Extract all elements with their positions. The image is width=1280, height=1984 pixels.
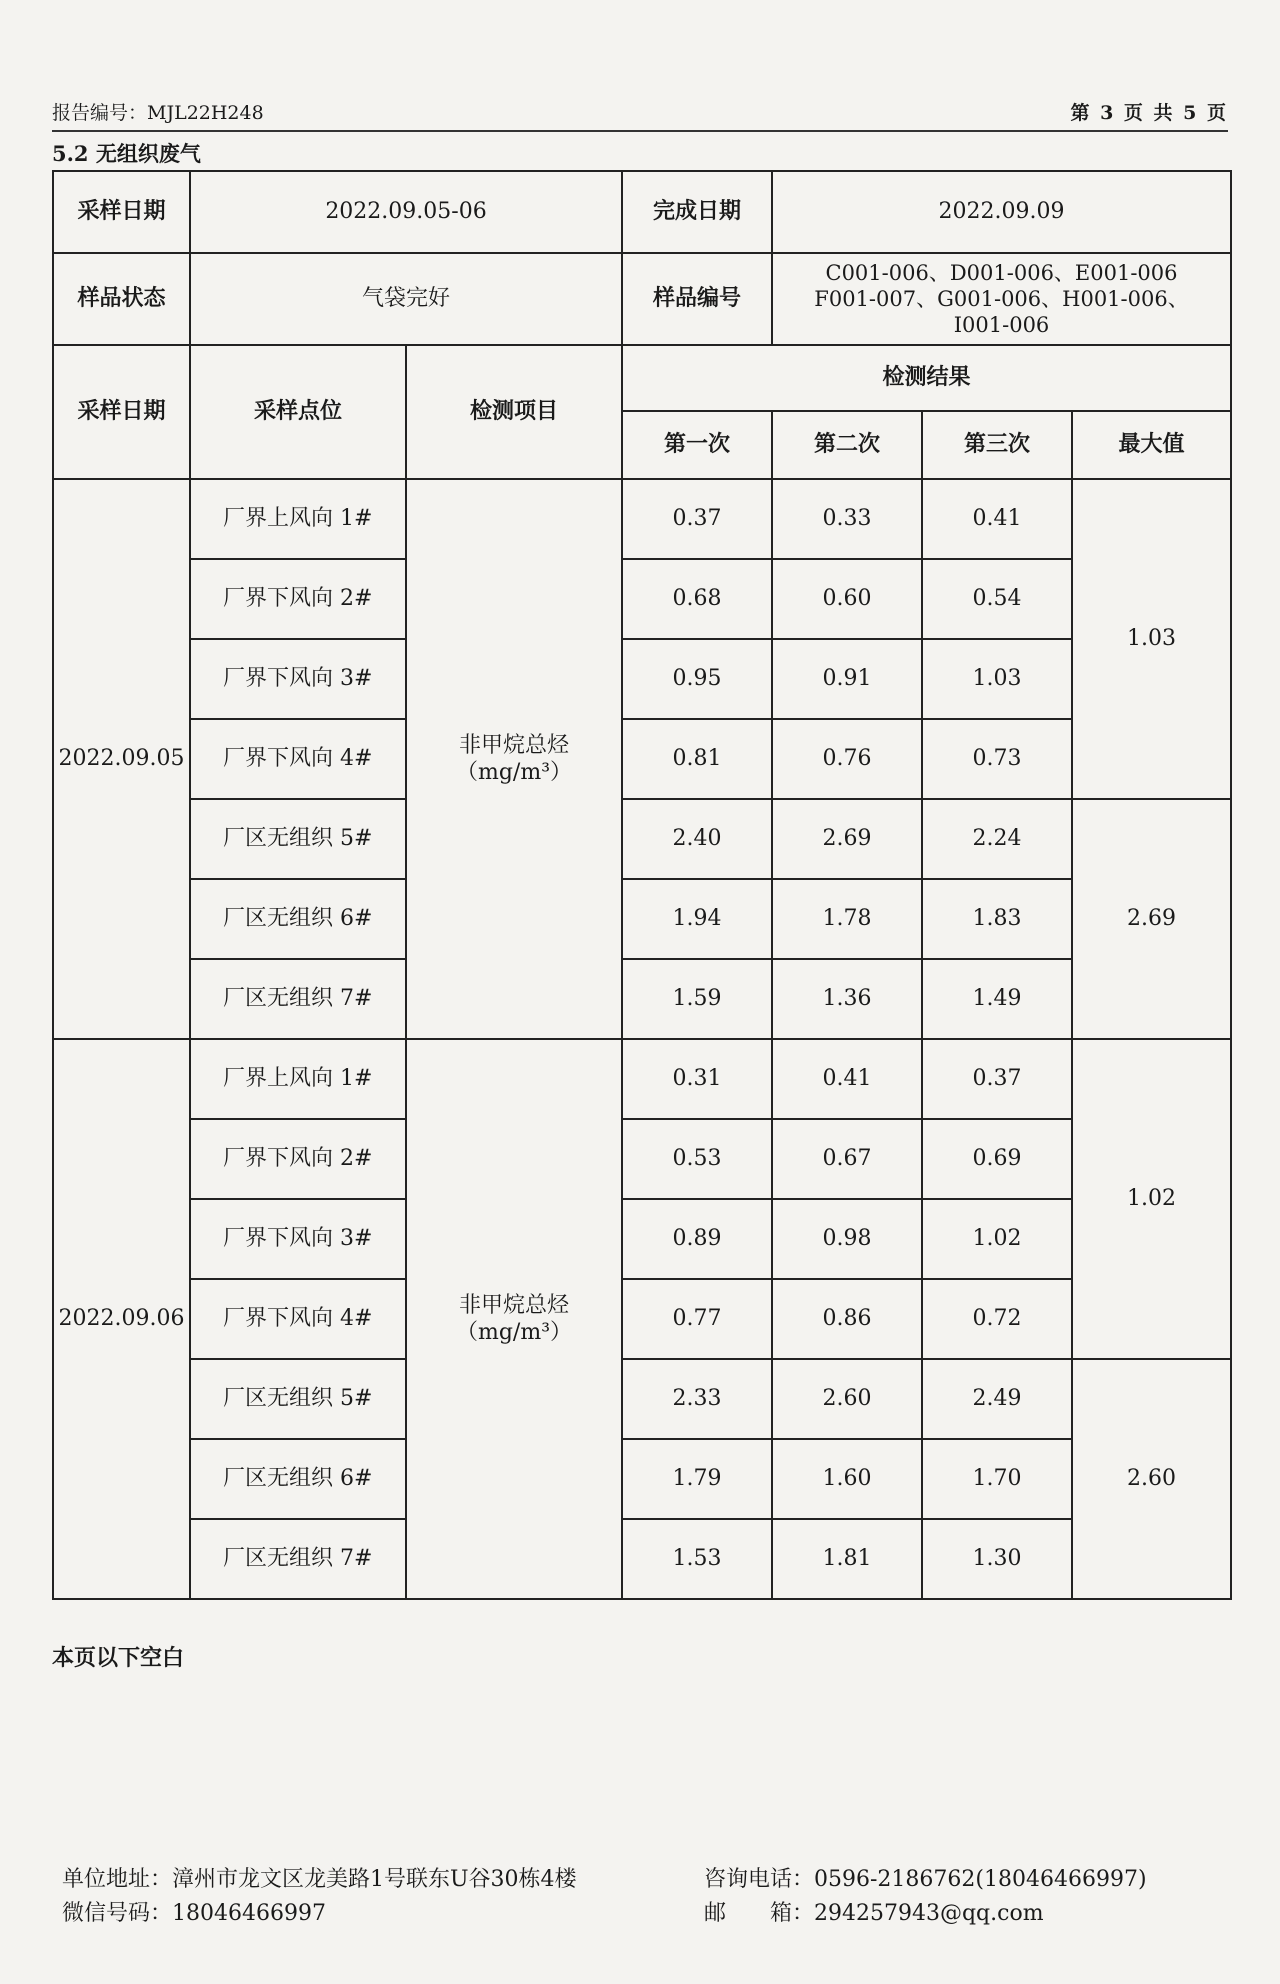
table-row xyxy=(53,479,1231,559)
sample-number-line: F001-007、G001-006、H001-006、 xyxy=(814,286,1189,311)
value-third: 1.49 xyxy=(922,959,1072,1039)
max-value-boundary: 1.02 xyxy=(1072,1039,1231,1359)
test-item xyxy=(406,479,622,1039)
value-first: 0.31 xyxy=(622,1039,772,1119)
header-third: 第三次 xyxy=(922,411,1072,479)
table-row xyxy=(53,1039,1231,1119)
sampling-point: 厂区无组织 6# xyxy=(190,1439,406,1519)
sampling-point: 厂区无组织 5# xyxy=(190,1359,406,1439)
sample-status-label: 样品状态 xyxy=(53,253,190,345)
header-sampling-point: 采样点位 xyxy=(190,345,406,479)
section-title: 5.2 无组织废气 xyxy=(52,141,201,166)
sampling-point: 厂界下风向 3# xyxy=(190,1199,406,1279)
table-row xyxy=(53,1439,1231,1519)
sampling-point: 厂界下风向 4# xyxy=(190,719,406,799)
completion-date-value: 2022.09.09 xyxy=(772,171,1231,253)
value-second: 0.91 xyxy=(772,639,922,719)
value-second: 0.67 xyxy=(772,1119,922,1199)
report-number: 报告编号：MJL22H248 xyxy=(52,102,264,124)
info-row-2 xyxy=(53,253,1231,345)
header-divider xyxy=(52,130,1228,132)
sample-number-line: C001-006、D001-006、E001-006 xyxy=(825,260,1178,285)
sample-number-label: 样品编号 xyxy=(622,253,772,345)
value-second: 1.60 xyxy=(772,1439,922,1519)
info-row-1 xyxy=(53,171,1231,253)
value-third: 1.03 xyxy=(922,639,1072,719)
value-second: 0.41 xyxy=(772,1039,922,1119)
value-third: 1.30 xyxy=(922,1519,1072,1599)
test-item-name: 非甲烷总烃 xyxy=(459,1292,570,1318)
value-third: 0.73 xyxy=(922,719,1072,799)
table-row xyxy=(53,639,1231,719)
value-first: 0.37 xyxy=(622,479,772,559)
page-indicator: 第 3 页 共 5 页 xyxy=(1070,102,1228,124)
table-row xyxy=(53,1519,1231,1599)
footer-phone: 咨询电话：0596-2186762(18046466997) xyxy=(704,1867,1147,1892)
value-second: 0.60 xyxy=(772,559,922,639)
group-date: 2022.09.06 xyxy=(53,1039,190,1599)
sampling-point: 厂区无组织 7# xyxy=(190,1519,406,1599)
sample-number-value xyxy=(772,253,1231,345)
value-third: 1.70 xyxy=(922,1439,1072,1519)
table-row xyxy=(53,559,1231,639)
results-table xyxy=(52,170,1232,1600)
value-third: 1.02 xyxy=(922,1199,1072,1279)
test-item-unit: （mg/m³） xyxy=(455,760,573,785)
value-third: 2.49 xyxy=(922,1359,1072,1439)
value-first: 1.79 xyxy=(622,1439,772,1519)
sampling-point: 厂区无组织 6# xyxy=(190,879,406,959)
value-first: 1.53 xyxy=(622,1519,772,1599)
value-second: 0.76 xyxy=(772,719,922,799)
value-second: 0.33 xyxy=(772,479,922,559)
value-second: 1.36 xyxy=(772,959,922,1039)
value-second: 0.98 xyxy=(772,1199,922,1279)
sampling-date-label: 采样日期 xyxy=(53,171,190,253)
table-row xyxy=(53,1279,1231,1359)
value-first: 0.53 xyxy=(622,1119,772,1199)
value-first: 0.68 xyxy=(622,559,772,639)
blank-below-note: 本页以下空白 xyxy=(52,1645,185,1671)
table-row xyxy=(53,959,1231,1039)
sampling-point: 厂界上风向 1# xyxy=(190,479,406,559)
value-third: 0.41 xyxy=(922,479,1072,559)
value-first: 0.77 xyxy=(622,1279,772,1359)
test-item xyxy=(406,1039,622,1599)
value-first: 0.81 xyxy=(622,719,772,799)
value-first: 0.89 xyxy=(622,1199,772,1279)
header-second: 第二次 xyxy=(772,411,922,479)
sampling-point: 厂区无组织 7# xyxy=(190,959,406,1039)
value-second: 1.81 xyxy=(772,1519,922,1599)
value-second: 1.78 xyxy=(772,879,922,959)
table-row xyxy=(53,1119,1231,1199)
value-third: 0.54 xyxy=(922,559,1072,639)
header-test-result: 检测结果 xyxy=(622,345,1231,411)
value-third: 0.37 xyxy=(922,1039,1072,1119)
table-row xyxy=(53,799,1231,879)
header-max: 最大值 xyxy=(1072,411,1231,479)
test-item-name: 非甲烷总烃 xyxy=(459,732,570,758)
sampling-point: 厂界下风向 2# xyxy=(190,559,406,639)
table-row xyxy=(53,1359,1231,1439)
table-header-row-1 xyxy=(53,345,1231,411)
footer-address: 单位地址：漳州市龙文区龙美路1号联东U谷30栋4楼 xyxy=(62,1867,577,1892)
header-sampling-date: 采样日期 xyxy=(53,345,190,479)
value-first: 0.95 xyxy=(622,639,772,719)
value-third: 2.24 xyxy=(922,799,1072,879)
value-second: 0.86 xyxy=(772,1279,922,1359)
value-third: 0.69 xyxy=(922,1119,1072,1199)
footer-wechat: 微信号码：18046466997 xyxy=(62,1901,326,1926)
sampling-point: 厂界下风向 2# xyxy=(190,1119,406,1199)
max-value-boundary: 1.03 xyxy=(1072,479,1231,799)
max-value-area: 2.60 xyxy=(1072,1359,1231,1599)
table-row xyxy=(53,879,1231,959)
sampling-point: 厂界上风向 1# xyxy=(190,1039,406,1119)
value-first: 2.33 xyxy=(622,1359,772,1439)
value-third: 0.72 xyxy=(922,1279,1072,1359)
sample-number-line: I001-006 xyxy=(953,313,1050,338)
sampling-point: 厂区无组织 5# xyxy=(190,799,406,879)
value-first: 1.59 xyxy=(622,959,772,1039)
value-first: 2.40 xyxy=(622,799,772,879)
table-row xyxy=(53,1199,1231,1279)
value-second: 2.69 xyxy=(772,799,922,879)
group-date: 2022.09.05 xyxy=(53,479,190,1039)
value-second: 2.60 xyxy=(772,1359,922,1439)
value-third: 1.83 xyxy=(922,879,1072,959)
sample-status-value: 气袋完好 xyxy=(190,253,622,345)
table-row xyxy=(53,719,1231,799)
sampling-point: 厂界下风向 3# xyxy=(190,639,406,719)
value-first: 1.94 xyxy=(622,879,772,959)
sampling-date-value: 2022.09.05-06 xyxy=(190,171,622,253)
footer-email: 邮 箱：294257943@qq.com xyxy=(704,1901,1044,1926)
header-first: 第一次 xyxy=(622,411,772,479)
completion-date-label: 完成日期 xyxy=(622,171,772,253)
test-item-unit: （mg/m³） xyxy=(455,1320,573,1345)
sampling-point: 厂界下风向 4# xyxy=(190,1279,406,1359)
max-value-area: 2.69 xyxy=(1072,799,1231,1039)
header-test-item: 检测项目 xyxy=(406,345,622,479)
